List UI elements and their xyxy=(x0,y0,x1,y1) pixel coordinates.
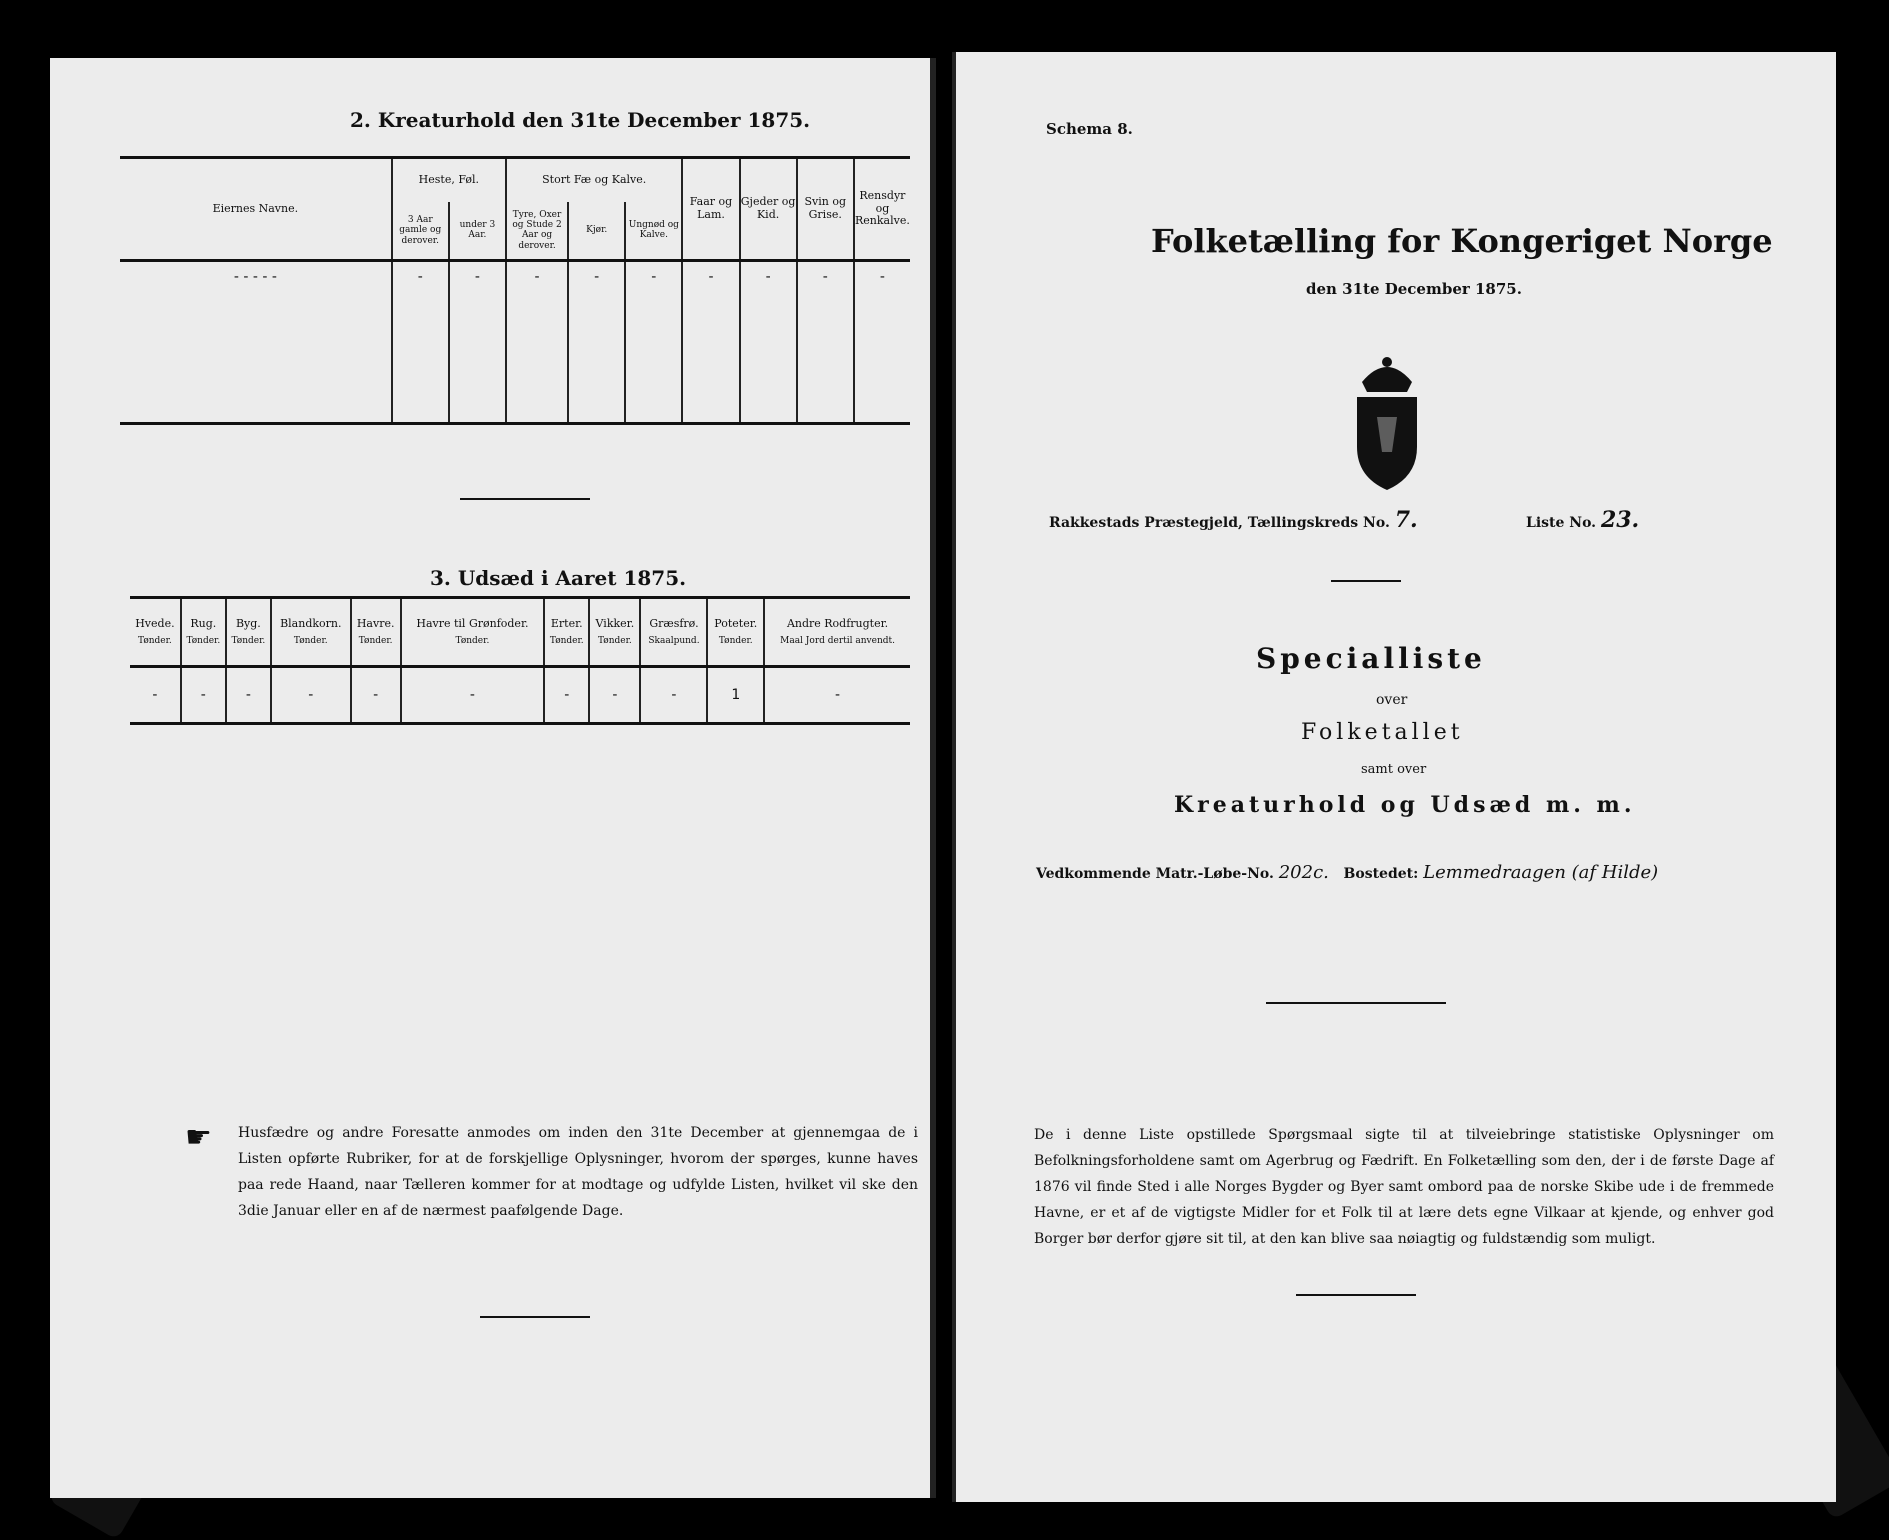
matr-line xyxy=(1036,862,1658,883)
info-note: De i denne Liste opstillede Spørgsmaal sigte til at tilveiebringe statistiske Oplysninger om Befolkningsforholdene samt om Agerbrug og Fædrift. En Folketælling som den, der i de første Dage af 1876 vil finde Sted i alle Norges Bygder og Byer samt ombord paa de norske Skibe ude i de fremmede Havne, er et af de vigtigste Midler for et Folk til at lære dets egne Vilkaar at kjende, og enhver god Borger bør derfor gjøre sit til, at den kan blive saa nøiagtig og fuldstændig som muligt. xyxy=(1034,1127,1774,1247)
divider xyxy=(1296,1294,1416,1296)
samt-over-text: samt over xyxy=(1361,762,1427,777)
udsaed-col-header xyxy=(401,598,545,667)
udsaed-col-header xyxy=(130,598,181,667)
row-mark: - xyxy=(682,261,739,293)
udsaed-value-cell: - xyxy=(130,667,181,724)
row-mark: - xyxy=(625,261,682,293)
udsaed-col-name: Andre Rodfrugter. xyxy=(786,616,889,630)
bostedet-label: Bostedet: xyxy=(1343,866,1419,882)
udsaed-col-header xyxy=(181,598,226,667)
divider xyxy=(1266,1002,1446,1004)
over-text: over xyxy=(1376,692,1408,708)
left-page xyxy=(50,58,936,1498)
udsaed-value-cell: - xyxy=(181,667,226,724)
main-title: Folketælling for Kongeriget Norge xyxy=(1151,222,1773,260)
udsaed-table xyxy=(130,596,910,725)
udsaed-col-name: Havre. xyxy=(356,616,395,630)
kreaturhold-table xyxy=(120,156,910,425)
liste-label: Liste No. xyxy=(1526,515,1597,531)
udsaed-col-name: Byg. xyxy=(235,616,261,630)
col-stort-sub1: Tyre, Oxer og Stude 2 Aar og derover. xyxy=(506,202,568,261)
krets-label: Tællingskreds No. xyxy=(1247,515,1390,531)
col-faar: Faar og Lam. xyxy=(682,158,739,261)
right-page xyxy=(952,52,1836,1502)
udsaed-col-name: Poteter. xyxy=(714,616,758,630)
udsaed-col-unit: Tønder. xyxy=(549,636,584,647)
udsaed-col-name: Erter. xyxy=(550,616,583,630)
col-owner-names: Eiernes Navne. xyxy=(120,158,392,261)
udsaed-col-unit: Maal Jord dertil anvendt. xyxy=(780,636,895,647)
row-mark: - xyxy=(449,261,506,293)
row-mark: - xyxy=(392,261,449,293)
udsaed-value-cell: - xyxy=(271,667,351,724)
udsaed-col-header xyxy=(351,598,401,667)
divider xyxy=(480,1316,590,1318)
udsaed-value-cell: - xyxy=(544,667,589,724)
footnote: Husfædre og andre Foresatte anmodes om inden den 31te December at gjennemgaa de i Listen opførte Rubriker, for at de forskjellige Oplysninger, hvorom der spørges, kunne haves paa rede Haand, naar Tælleren kommer for at modtage og udfylde Listen, hvilket vil ske den 3die Januar eller en af de nærmest paafølgende Dage. xyxy=(238,1125,918,1219)
col-heste: Heste, Føl. xyxy=(392,158,506,202)
udsaed-col-header xyxy=(640,598,707,667)
udsaed-value-cell: - xyxy=(589,667,640,724)
udsaed-col-header xyxy=(544,598,589,667)
date-line: den 31te December 1875. xyxy=(1306,280,1522,298)
row-mark: - xyxy=(854,261,910,293)
prestegjeld-label: Rakkestads Præstegjeld, xyxy=(1049,515,1243,531)
krets-value: 7. xyxy=(1394,507,1418,533)
row-mark: - xyxy=(506,261,568,293)
schema-label: Schema 8. xyxy=(1046,120,1133,138)
col-gjeder: Gjeder og Kid. xyxy=(740,158,797,261)
folketallet-heading: Folketallet xyxy=(1301,720,1464,745)
coat-of-arms-icon xyxy=(1342,352,1432,492)
col-heste-sub1: 3 Aar gamle og derover. xyxy=(392,202,449,261)
udsaed-value-cell: 1 xyxy=(707,667,764,724)
row-mark: - xyxy=(797,261,854,293)
udsaed-value-cell: - xyxy=(640,667,707,724)
udsaed-col-header xyxy=(589,598,640,667)
prestegjeld-line xyxy=(1049,507,1418,533)
udsaed-col-unit: Tønder. xyxy=(455,636,490,647)
udsaed-col-name: Rug. xyxy=(190,616,217,630)
udsaed-col-header xyxy=(707,598,764,667)
udsaed-col-unit: Skaalpund. xyxy=(648,636,700,647)
udsaed-col-unit: Tønder. xyxy=(718,636,753,647)
udsaed-value-cell: - xyxy=(351,667,401,724)
kreaturhold-title: 2. Kreaturhold den 31te December 1875. xyxy=(350,108,811,132)
udsaed-value-cell: - xyxy=(401,667,545,724)
udsaed-col-unit: Tønder. xyxy=(358,636,393,647)
matr-value: 202c. xyxy=(1278,862,1329,883)
matr-label: Vedkommende Matr.-Løbe-No. xyxy=(1036,866,1274,882)
udsaed-col-unit: Tønder. xyxy=(597,636,632,647)
divider xyxy=(460,498,590,500)
liste-value: 23. xyxy=(1600,507,1640,533)
col-stort-sub2: Kjør. xyxy=(568,202,625,261)
udsaed-col-header xyxy=(226,598,271,667)
col-svin: Svin og Grise. xyxy=(797,158,854,261)
bostedet-value: Lemmedraagen (af Hilde) xyxy=(1423,862,1659,883)
udsaed-col-unit: Tønder. xyxy=(231,636,266,647)
kreaturhold-heading: Kreaturhold og Udsæd m. m. xyxy=(1174,792,1636,818)
udsaed-value-cell: - xyxy=(226,667,271,724)
col-heste-sub2: under 3 Aar. xyxy=(449,202,506,261)
divider xyxy=(1331,580,1401,582)
udsaed-col-header xyxy=(271,598,351,667)
pointing-hand-icon: ☛ xyxy=(185,1120,212,1155)
udsaed-col-name: Vikker. xyxy=(595,616,635,630)
row-mark: - xyxy=(568,261,625,293)
udsaed-col-name: Hvede. xyxy=(135,616,175,630)
udsaed-col-name: Havre til Grønfoder. xyxy=(416,616,529,630)
udsaed-value-cell: - xyxy=(764,667,910,724)
col-stort-fae: Stort Fæ og Kalve. xyxy=(506,158,682,202)
liste-line xyxy=(1526,507,1639,533)
udsaed-col-name: Græsfrø. xyxy=(649,616,699,630)
udsaed-col-header xyxy=(764,598,910,667)
col-stort-sub3: Ungnød og Kalve. xyxy=(625,202,682,261)
row-owner-mark: - - - - - xyxy=(120,261,392,293)
udsaed-col-name: Blandkorn. xyxy=(280,616,342,630)
specialliste-heading: Specialliste xyxy=(1256,642,1486,675)
udsaed-title: 3. Udsæd i Aaret 1875. xyxy=(430,566,687,590)
row-mark: - xyxy=(740,261,797,293)
udsaed-col-unit: Tønder. xyxy=(138,636,172,647)
udsaed-col-unit: Tønder. xyxy=(293,636,328,647)
udsaed-col-unit: Tønder. xyxy=(186,636,221,647)
col-rensdyr: Rensdyr og Renkalve. xyxy=(854,158,910,261)
